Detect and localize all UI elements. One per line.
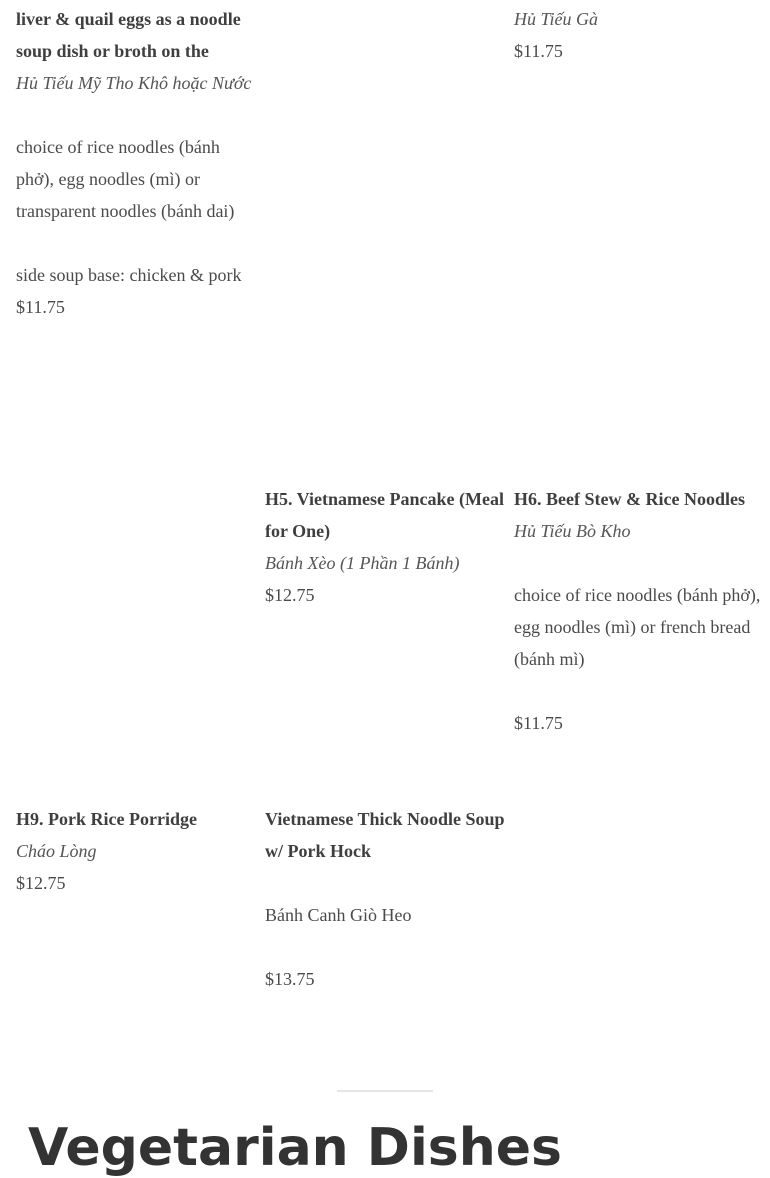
- item-description: Bánh Canh Giò Heo: [265, 905, 412, 925]
- item-description: side soup base: chicken & pork: [16, 265, 242, 285]
- section-divider: [337, 1090, 433, 1092]
- spacer: [16, 227, 261, 259]
- item-vietnamese-name: Bánh Xèo (1 Phần 1 Bánh): [265, 553, 460, 573]
- item-vietnamese-name: Hủ Tiếu Mỹ Tho Khô hoặc Nước: [16, 73, 252, 93]
- item-name: H6. Beef Stew & Rice Noodles: [514, 489, 745, 509]
- item-price: $12.75: [16, 873, 66, 893]
- menu-item-h5: [265, 483, 510, 611]
- spacer: [16, 99, 261, 131]
- item-description: choice of rice noodles (bánh phở), egg noodles (mì) or french bread (bánh mì): [514, 585, 761, 669]
- item-price: $11.75: [16, 297, 65, 317]
- menu-item-h9: [16, 803, 261, 899]
- item-description: choice of rice noodles (bánh phở), egg noodles (mì) or transparent noodles (bánh dai): [16, 137, 235, 221]
- menu-item-h6: [514, 483, 764, 739]
- item-name: liver & quail eggs as a noodle soup dish or broth on the: [16, 9, 241, 61]
- item-price: $11.75: [514, 41, 563, 61]
- item-price: $11.75: [514, 713, 563, 733]
- item-vietnamese-name: Cháo Lòng: [16, 841, 97, 861]
- section-title: Vegetarian Dishes: [28, 1118, 562, 1178]
- item-vietnamese-name: Hủ Tiếu Gà: [514, 9, 599, 29]
- item-name: H5. Vietnamese Pancake (Meal for One): [265, 489, 504, 541]
- spacer: [514, 547, 764, 579]
- item-name: Vietnamese Thick Noodle Soup w/ Pork Hock: [265, 809, 505, 861]
- item-name: H9. Pork Rice Porridge: [16, 809, 197, 829]
- item-price: $12.75: [265, 585, 315, 605]
- spacer: [514, 675, 764, 707]
- item-price: $13.75: [265, 969, 315, 989]
- menu-item-hu-tieu-ga: [514, 3, 759, 67]
- item-vietnamese-name: Hủ Tiếu Bò Kho: [514, 521, 631, 541]
- menu-item-thick-noodle-soup: [265, 803, 510, 995]
- spacer: [265, 931, 510, 963]
- menu-item-hu-tieu-my-tho: [16, 3, 261, 323]
- spacer: [265, 867, 510, 899]
